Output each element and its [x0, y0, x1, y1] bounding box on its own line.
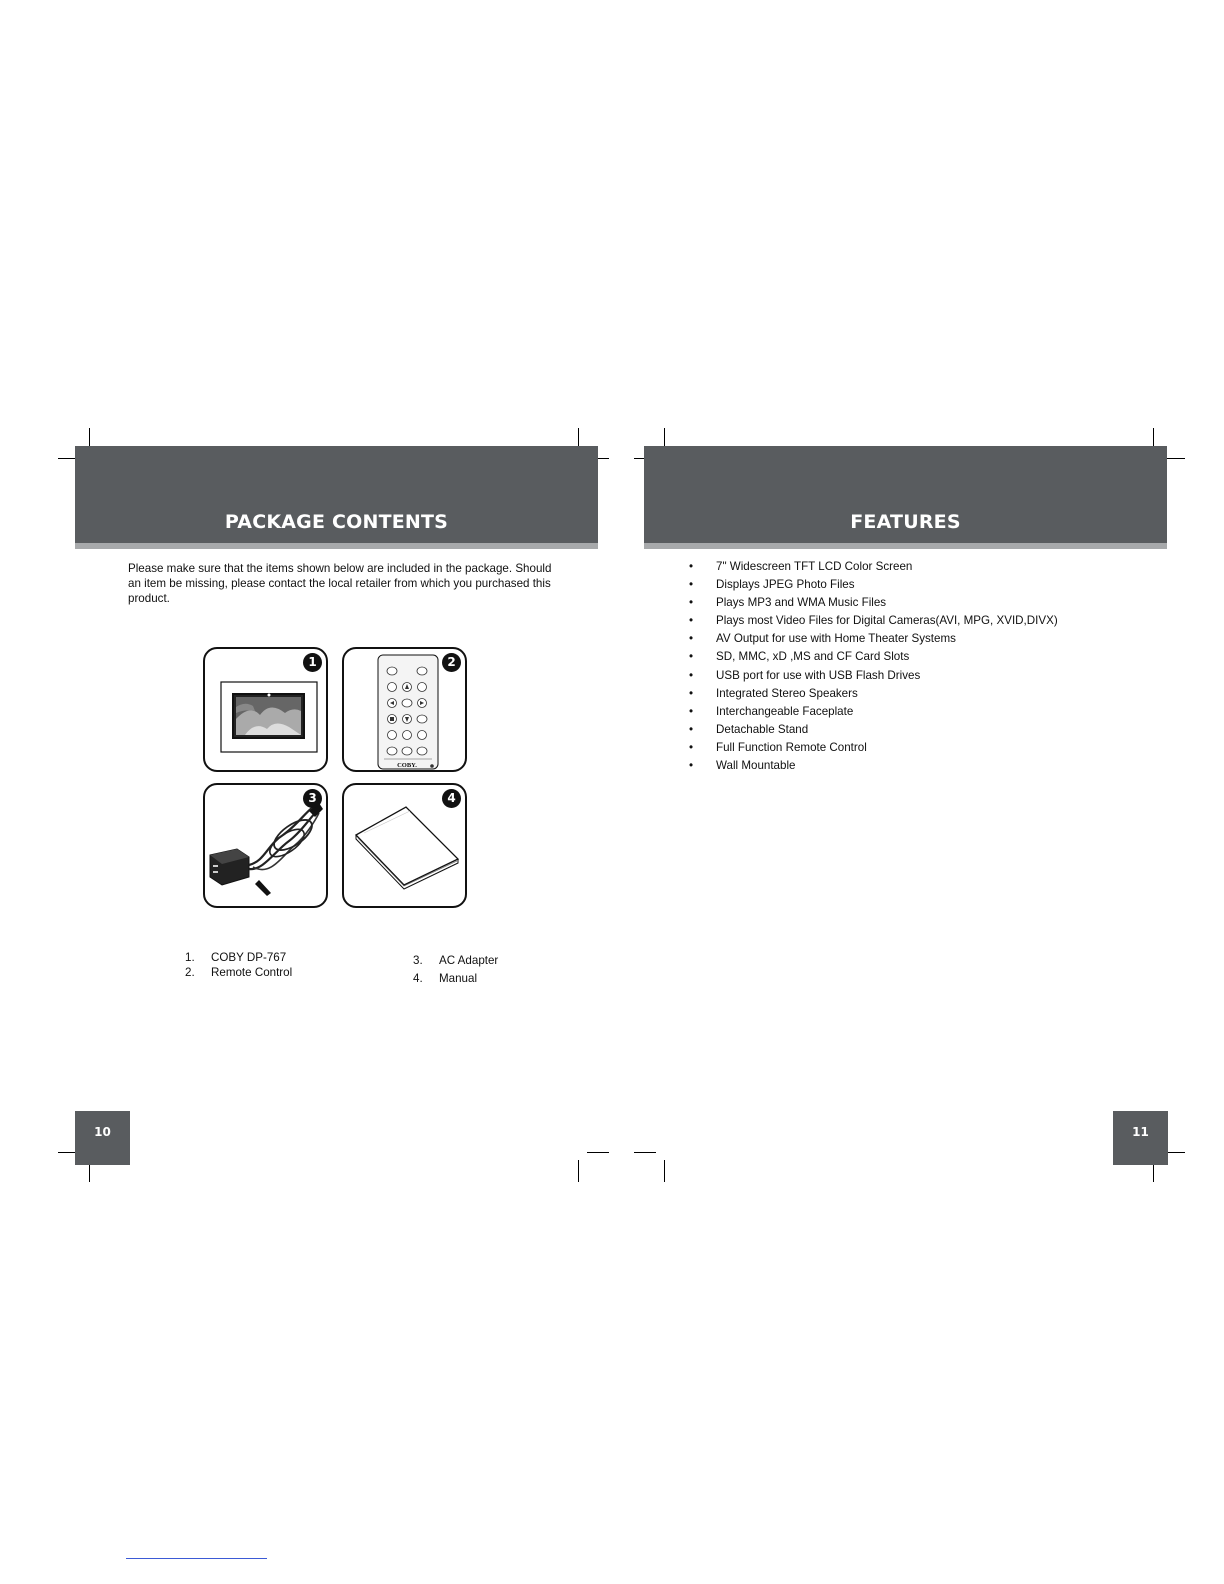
feature-text: SD, MMC, xD ,MS and CF Card Slots [716, 650, 910, 664]
feature-text: Plays most Video Files for Digital Cameras(AVI, MPG, XVID,DIVX) [716, 614, 1058, 628]
header-rule [644, 543, 1167, 549]
crop-mark [634, 1152, 656, 1153]
bullet-icon: • [689, 704, 694, 718]
bullet-icon: • [689, 632, 694, 646]
page-title: FEATURES [850, 511, 961, 533]
item-badge: 1 [303, 653, 322, 672]
bullet-icon: • [689, 560, 694, 573]
header-rule [75, 543, 598, 549]
feature-text: Plays MP3 and WMA Music Files [716, 596, 887, 610]
bullet-icon: • [689, 578, 694, 592]
feature-text: Interchangeable Faceplate [716, 704, 854, 718]
feature-text: Detachable Stand [716, 722, 809, 736]
page-title: PACKAGE CONTENTS [224, 511, 449, 533]
bullet-icon: • [689, 759, 694, 773]
feature-text: Integrated Stereo Speakers [716, 686, 858, 700]
bullet-icon: • [689, 668, 694, 682]
bullet-icon: • [689, 596, 694, 610]
item-badge: 3 [303, 789, 322, 808]
crop-mark [578, 1160, 579, 1182]
item-photo-frame [203, 647, 328, 772]
page-number: 10 [75, 1111, 130, 1165]
package-contents-header [75, 446, 598, 543]
footer-link-underline [126, 1558, 267, 1559]
crop-mark [664, 1160, 665, 1182]
bullet-icon: • [689, 740, 694, 754]
intro-paragraph: Please make sure that the items shown below are included in the package. Should an item be missing, please contact the local retailer from which you purchased this product. [128, 562, 552, 605]
feature-text: USB port for use with USB Flash Drives [716, 668, 921, 682]
item-badge: 2 [442, 653, 461, 672]
feature-text: 7" Widescreen TFT LCD Color Screen [716, 560, 913, 573]
feature-text: Displays JPEG Photo Files [716, 578, 855, 592]
item-badge: 4 [442, 789, 461, 808]
feature-text: Full Function Remote Control [716, 740, 867, 754]
item-manual [342, 783, 467, 908]
bullet-icon: • [689, 722, 694, 736]
remote-brand-label: COBY. [397, 762, 417, 769]
feature-text: AV Output for use with Home Theater Systems [716, 632, 956, 646]
item-ac-adapter [203, 783, 328, 908]
crop-mark [587, 1152, 609, 1153]
features-header [644, 446, 1167, 543]
bullet-icon: • [689, 650, 694, 664]
item-remote-control [342, 647, 467, 772]
page-number: 11 [1113, 1111, 1168, 1165]
feature-text: Wall Mountable [716, 759, 796, 773]
bullet-icon: • [689, 614, 694, 628]
bullet-icon: • [689, 686, 694, 700]
